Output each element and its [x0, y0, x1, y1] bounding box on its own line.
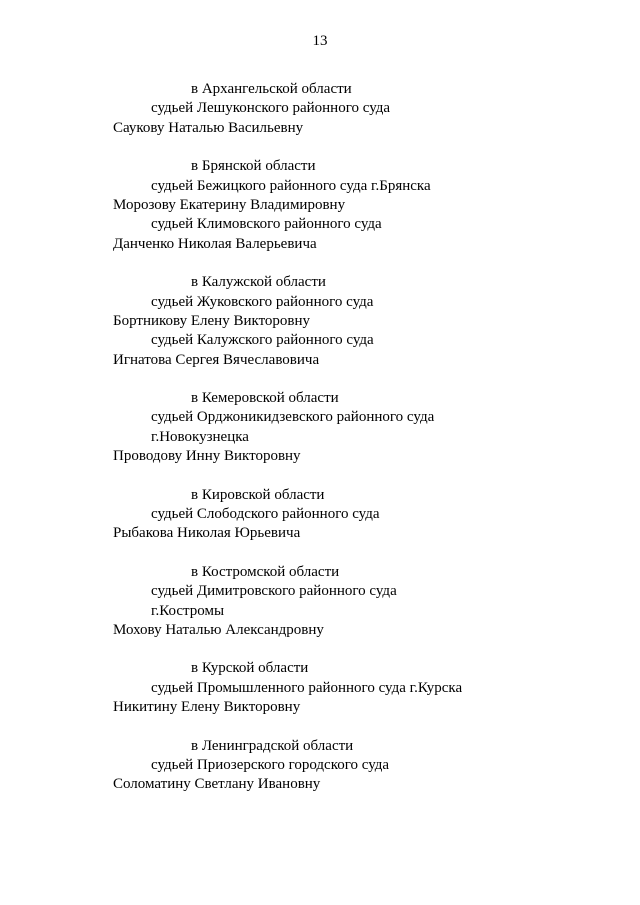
region-heading: в Ленинградской области — [191, 737, 354, 754]
court-city: г.Костромы — [151, 602, 225, 619]
court-position: судьей Лешуконского районного суда — [151, 100, 391, 117]
region-entry-kursk — [0, 659, 640, 717]
region-heading: в Кировской области — [191, 486, 325, 503]
region-entry-kaluga — [0, 273, 640, 370]
judge-name: Игнатова Сергея Вячеславовича — [113, 351, 320, 368]
region-heading: в Архангельской области — [191, 81, 352, 97]
region-heading: в Курской области — [191, 660, 309, 677]
region-heading: в Брянской области — [191, 158, 316, 175]
region-entry-kirov — [0, 486, 640, 544]
court-position: судьей Калужского районного суда — [151, 332, 374, 349]
court-position: судьей Бежицкого районного суда г.Брянска — [151, 177, 431, 194]
region-heading: в Калужской области — [191, 274, 326, 291]
page-number: 13 — [312, 33, 328, 49]
judge-name: Данченко Николая Валерьевича — [113, 235, 317, 252]
court-position: судьей Жуковского районного суда — [151, 293, 374, 310]
judge-name: Саукову Наталью Васильевну — [113, 119, 304, 136]
court-position: судьей Приозерского городского суда — [151, 756, 390, 773]
court-position: судьей Промышленного районного суда г.Курска — [151, 679, 463, 696]
appointment-list — [0, 80, 640, 814]
region-entry-bryansk — [0, 157, 640, 254]
judge-name: Рыбакова Николая Юрьевича — [113, 525, 301, 542]
region-entry-kemerovo — [0, 389, 640, 467]
region-entry-arkhangelsk — [0, 80, 640, 138]
judge-name: Бортникову Елену Викторовну — [113, 312, 311, 329]
region-heading: в Кемеровской области — [191, 390, 339, 407]
court-position: судьей Климовского районного суда — [151, 216, 382, 233]
region-entry-kostroma — [0, 563, 640, 641]
judge-name: Соломатину Светлану Ивановну — [113, 776, 321, 793]
judge-name: Никитину Елену Викторовну — [113, 699, 301, 716]
region-heading: в Костромской области — [191, 563, 340, 580]
court-position: судьей Слободского районного суда — [151, 506, 380, 523]
court-city: г.Новокузнецка — [151, 428, 249, 445]
region-entry-leningrad — [0, 737, 640, 795]
court-position: судьей Димитровского районного суда — [151, 583, 397, 600]
judge-name: Мохову Наталью Александровну — [113, 621, 324, 638]
court-position: судьей Орджоникидзевского районного суда — [151, 409, 435, 426]
judge-name: Проводову Инну Викторовну — [113, 448, 301, 465]
judge-name: Морозову Екатерину Владимировну — [113, 196, 346, 213]
